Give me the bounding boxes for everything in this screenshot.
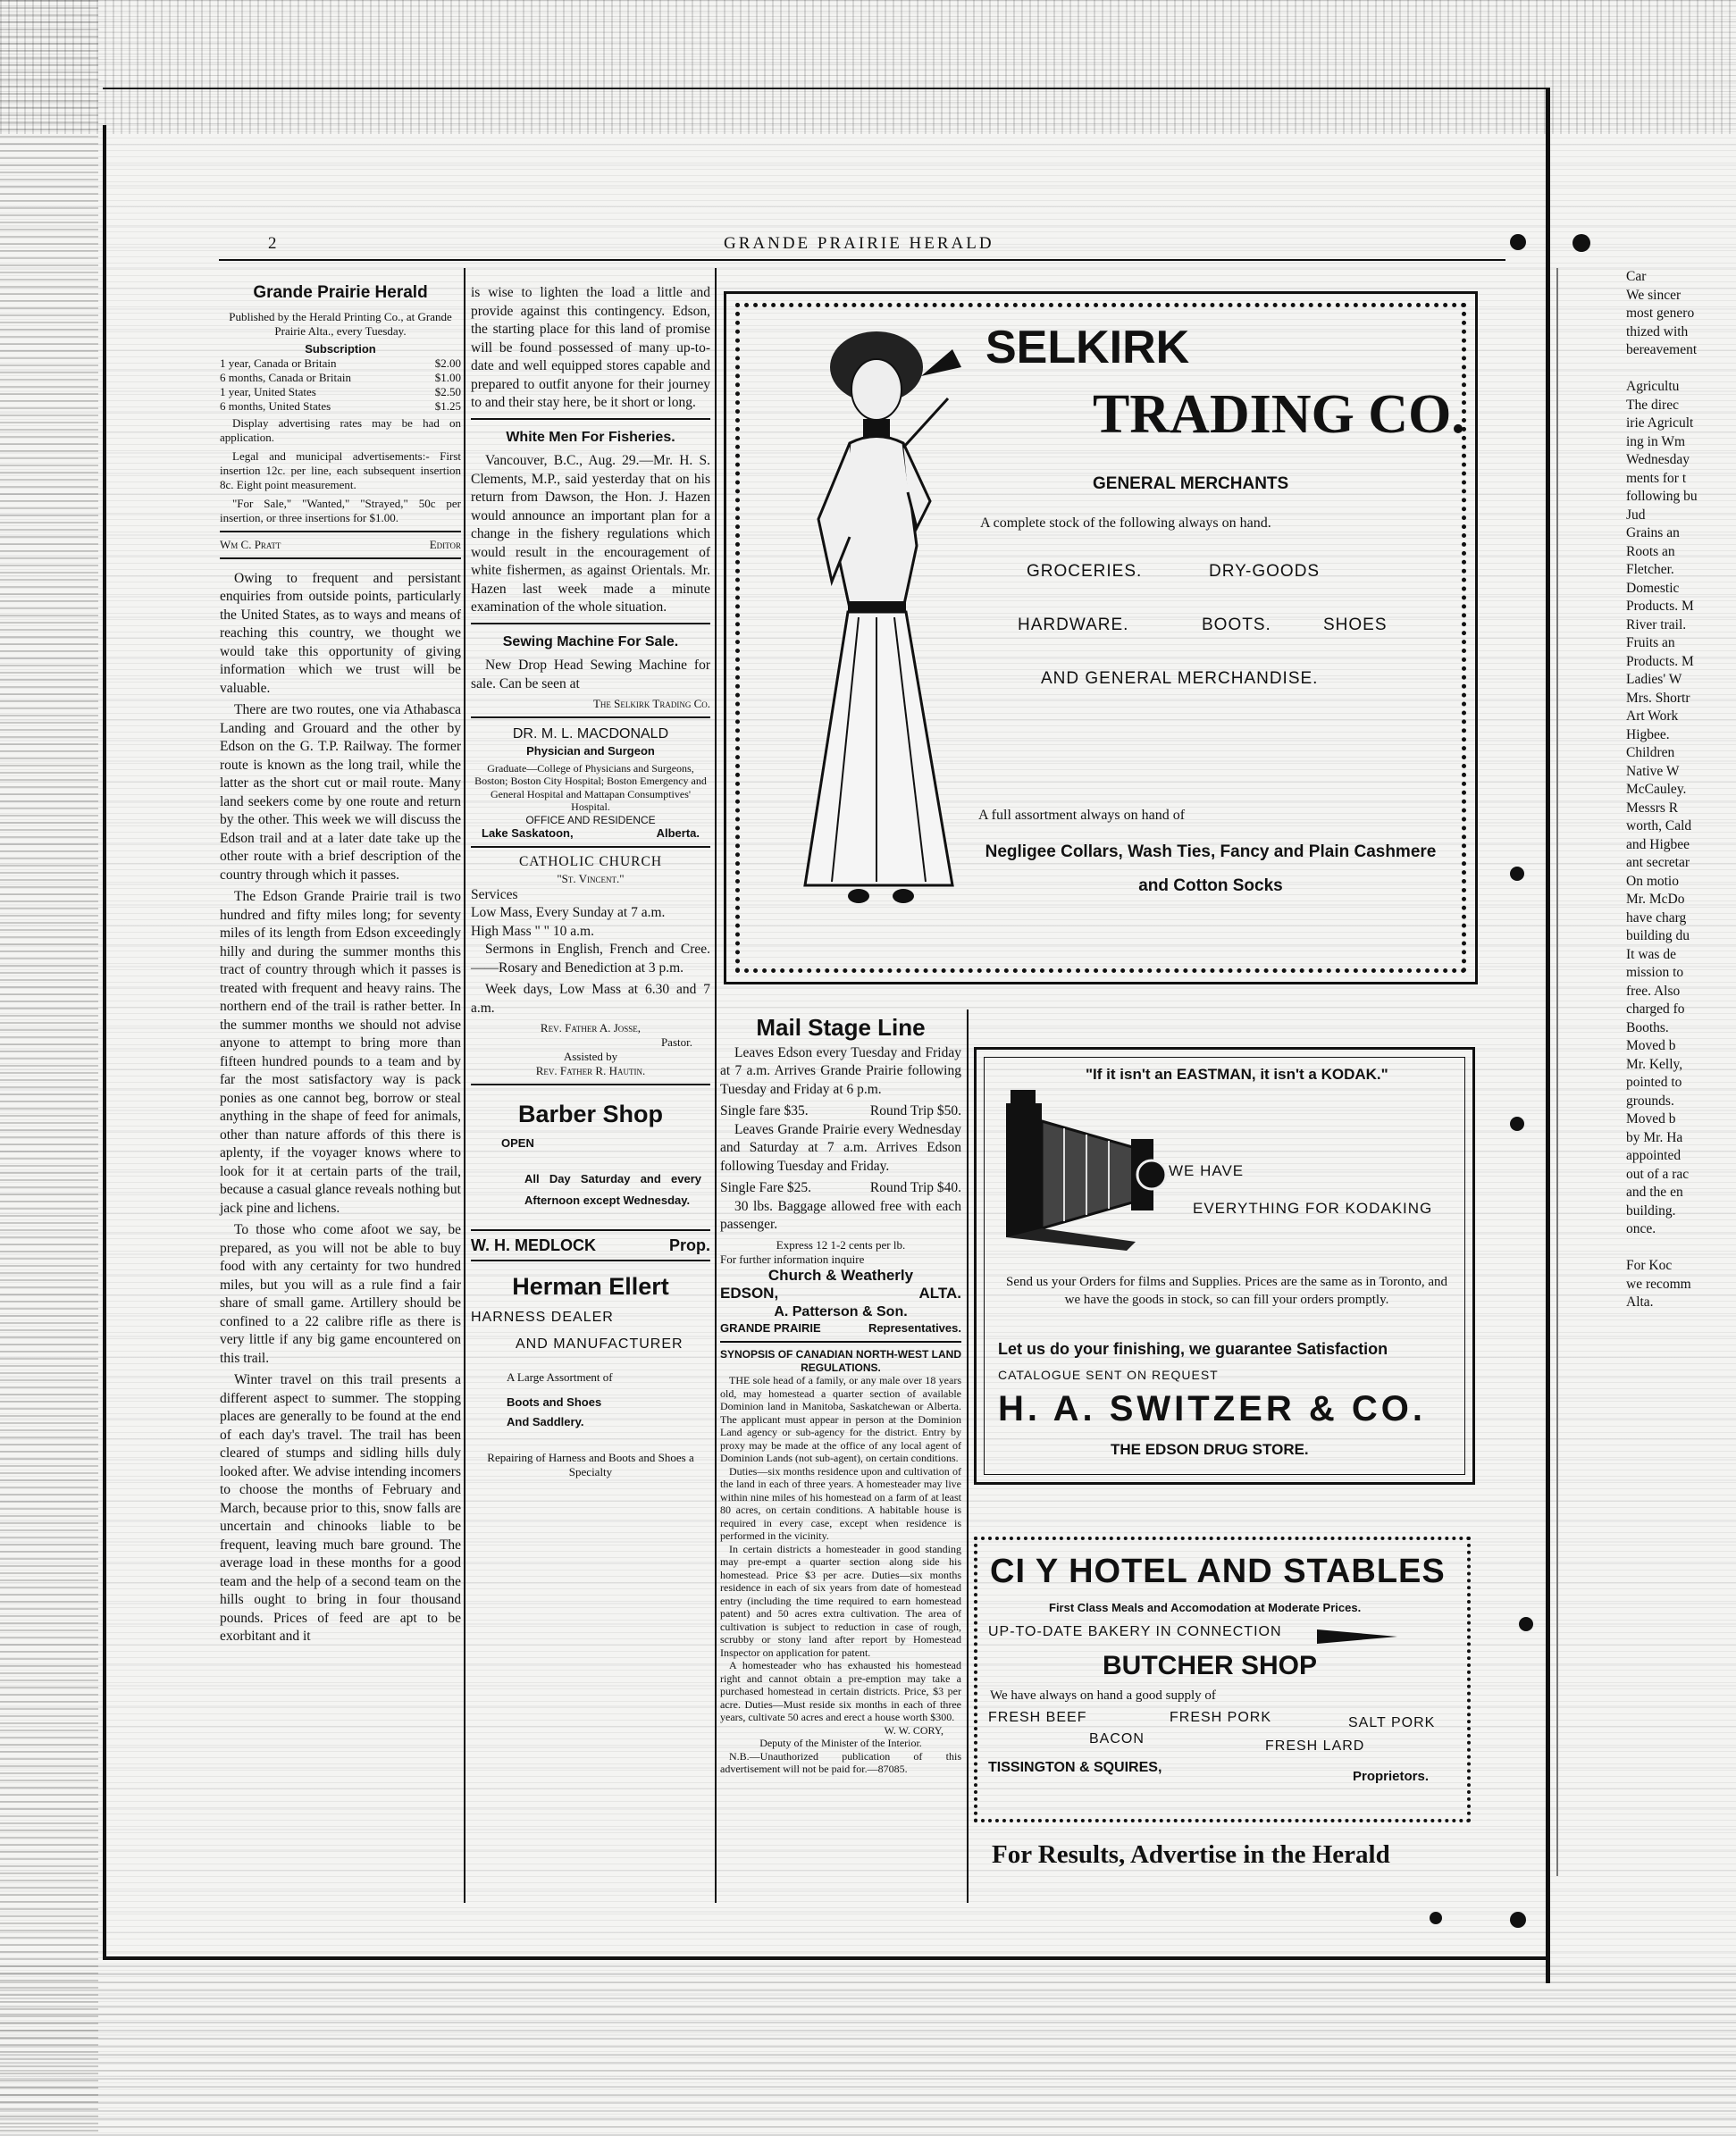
adjacent-page-line: thized with — [1626, 323, 1689, 339]
adjacent-page-line: charged fo — [1626, 1001, 1685, 1017]
butcher-item: FRESH PORK — [1170, 1710, 1272, 1725]
harness-line: Repairing of Harness and Boots and Shoes a Specialty — [487, 1450, 694, 1478]
sewing-headline: Sewing Machine For Sale. — [502, 633, 679, 649]
fisheries-story: Vancouver, B.C., Aug. 29.—Mr. H. S. Clements, M.P., said yesterday that on his return from Dawson, the Hon. J. Hazen would announce an important plan for a change in the fishery regulations which would result in the encouragement of white fishermen, as against Orientals. Mr. Hazen last week made a minute examination of the whole situation. — [471, 453, 710, 615]
editorial-paragraph: To those who come afoot we say, be prepared, as you will not be able to buy food with any certainty for two hundred miles, but you will as a rule find a fair share of small game. Artillery should be confined to a 22 calibre rifle as there is very little if any big game encountered on this trail. — [220, 1222, 461, 1366]
column-rule — [471, 1229, 710, 1231]
adjacent-page-line: We sincer — [1626, 287, 1681, 303]
adjacent-page-line: Grains an — [1626, 525, 1680, 540]
harness-line: HARNESS DEALER — [471, 1309, 614, 1325]
adjacent-page-line: mission to — [1626, 965, 1684, 980]
kodak-advertisement — [974, 1047, 1475, 1485]
fisheries-headline: White Men For Fisheries. — [506, 429, 675, 445]
masthead-name: Grande Prairie Herald — [253, 283, 428, 302]
ink-spot — [1572, 234, 1590, 252]
editorial-paragraph: Winter travel on this trail presents a different aspect to summer. The stopping places are generally to be found at the end of each day's travel. The trail has been cleared of stumps and sidling hills duly looked after. We advise intending incomers to choose the months of February and March, because prior to this, snow falls are uncertain and chinooks liable to be frequent, leaving much bare ground. The average load in these months for a good team and the help of a second team on the hills ought to bring in four thousand pounds. Prices of feed are apt to be exorbitant and it — [220, 1372, 461, 1644]
synopsis-notice: N.B.—Unauthorized publication of this advertisement will not be paid for.—87085. — [720, 1749, 961, 1775]
mail-schedule: Leaves Edson every Tuesday and Friday at 7 a.m. Arrives Grande Prairie following Tuesday and Friday at 6 p.m. — [720, 1044, 961, 1097]
hotel-proprietors: TISSINGTON & SQUIRES, — [988, 1760, 1162, 1775]
kodak-finishing: Let us do your finishing, we guarantee Satisfaction — [998, 1340, 1388, 1358]
adjacent-page-line: worth, Cald — [1626, 818, 1692, 833]
mail-fare: Single Fare $25. Round Trip $40. — [720, 1180, 961, 1195]
mail-location: EDSON, ALTA. — [720, 1285, 961, 1302]
rate-table — [220, 356, 461, 414]
church-assisted: Assisted by — [563, 1050, 618, 1063]
page-border-top — [103, 88, 1550, 89]
adjacent-page-line: once. — [1626, 1221, 1656, 1236]
selkirk-advertisement — [724, 291, 1478, 984]
doctor-location: Lake Saskatoon, Alberta. — [482, 826, 700, 840]
barber-headline: Barber Shop — [517, 1101, 664, 1127]
harness-name: Herman Ellert — [512, 1273, 669, 1300]
adjacent-page-line: and the en — [1626, 1185, 1683, 1200]
editorial-continuation: is wise to lighten the load a little and provide against this contingency. Edson, the starting place for this land of promise will be found possessed of many up-to-date and well equipped stores capable and prepared to outfit anyone for their journey to and their stay here, be it short or long. — [471, 285, 710, 410]
switzer-name: H. A. SWITZER & CO. — [998, 1389, 1426, 1428]
butcher-item: FRESH BEEF — [988, 1710, 1087, 1725]
adjacent-page-line: appointed — [1626, 1148, 1681, 1163]
doctor-title: Physician and Surgeon — [526, 743, 655, 758]
adjacent-page-line: Moved b — [1626, 1038, 1676, 1053]
selkirk-name-1: SELKIRK — [985, 322, 1190, 373]
harness-line: Boots and Shoes — [507, 1395, 602, 1409]
rate-row: 6 months, Canada or Britain $1.00 — [220, 370, 461, 384]
adjacent-page-line: The direc — [1626, 397, 1679, 413]
column-rule-1 — [464, 268, 465, 1903]
selkirk-goods: AND GENERAL MERCHANDISE. — [1041, 669, 1319, 688]
rate-row: 6 months, United States $1.25 — [220, 398, 461, 413]
mail-fare: Single fare $35. Round Trip $50. — [720, 1103, 961, 1118]
adjacent-page-line: Fletcher. — [1626, 562, 1674, 577]
column-rule — [471, 418, 710, 420]
church-pastor: Rev. Father A. Josse, — [540, 1021, 642, 1034]
page-border-bottom — [103, 1956, 1550, 1960]
page-border-left — [103, 125, 106, 1956]
barber-open: OPEN — [501, 1135, 534, 1150]
adjacent-page-line: irie Agricult — [1626, 415, 1694, 431]
column-2 — [471, 284, 710, 1479]
synopsis-paragraph: In certain districts a homesteader in good standing may pre-empt a quarter section along side his homestead. Price $3 per acre. Duties—six months residence in each of six years from date of homestead entry (including the time required to earn homestead patent) and 50 acres extra cultivation. The area of cultivation is subject to reduction in case of rough, scrubby or stony land after report by Homestead Inspector on application for patent. — [720, 1542, 961, 1659]
church-sermons: Sermons in English, French and Cree.——Rosary and Benediction at 3 p.m. — [471, 942, 710, 976]
mail-baggage: 30 lbs. Baggage allowed free with each passenger. — [720, 1198, 961, 1232]
selkirk-tagline: GENERAL MERCHANTS — [1093, 474, 1289, 493]
scan-noise-top — [0, 0, 1736, 134]
running-title: GRANDE PRAIRIE HERALD — [724, 234, 994, 253]
sewing-notice: New Drop Head Sewing Machine for sale. Can be seen at — [471, 658, 710, 691]
adjacent-page-line: Higbee. — [1626, 726, 1670, 742]
adjacent-page-line: Wednesday — [1626, 452, 1690, 467]
sewing-signature: The Selkirk Trading Co. — [592, 697, 710, 710]
synopsis-paragraph: THE sole head of a family, or any male over 18 years old, may homestead a quarter section of available Dominion land in Manitoba, Saskatchewan or Alberta. The applicant must appear in person at the Dominion Land agency or sub-agency for the district. Entry by proxy may be made at the office of any local agent of Dominion Lands (not sub-agent), on certain conditions. — [720, 1374, 961, 1464]
adjacent-page-line: McCauley. — [1626, 782, 1687, 797]
column-rule — [471, 1084, 710, 1085]
synopsis-paragraph: A homesteader who has exhausted his homestead right and cannot obtain a pre-emption may take a purchased homestead in certain districts. Price, $3 per acre. Duties—Must reside six months in each of three years, cultivate 50 acres and erect a house worth $300. — [720, 1659, 961, 1723]
adjacent-page-line: Moved b — [1626, 1111, 1676, 1127]
selkirk-assortment: A full assortment always on hand of — [978, 808, 1186, 823]
adjacent-page-line: River trail. — [1626, 616, 1687, 632]
woman-illustration — [769, 314, 988, 939]
page-number: 2 — [268, 234, 280, 253]
advertise-slogan: For Results, Advertise in the Herald — [992, 1840, 1390, 1869]
header-rule — [219, 259, 1505, 261]
hotel-proprietors-label: Proprietors. — [1353, 1769, 1430, 1784]
page-border-right — [1546, 89, 1550, 1983]
adjacent-page-line: Roots an — [1626, 543, 1675, 559]
adjacent-page-clip — [1626, 268, 1736, 1697]
adjacent-page-line: ments for t — [1626, 470, 1687, 486]
column-1 — [220, 284, 461, 1650]
column-3 — [720, 1014, 961, 1776]
kodak-everything: EVERYTHING FOR KODAKING — [1193, 1200, 1433, 1217]
adjacent-page-line: Domestic — [1626, 580, 1680, 596]
hotel-title: CI Y HOTEL AND STABLES — [990, 1553, 1446, 1590]
kodak-slogan: "If it isn't an EASTMAN, it isn't a KODAK." — [1086, 1066, 1388, 1083]
ink-spot — [1510, 1117, 1524, 1131]
adjacent-page-line: out of a rac — [1626, 1166, 1690, 1182]
adjacent-page-line: building du — [1626, 928, 1690, 943]
adjacent-page-line: ant secretar — [1626, 855, 1690, 870]
mail-representatives: GRANDE PRAIRIE Representatives. — [720, 1321, 961, 1335]
adjacent-page-line: most genero — [1626, 306, 1695, 321]
selkirk-goods: HARDWARE. — [1018, 616, 1129, 634]
running-head — [268, 234, 1492, 255]
church-weekdays: Week days, Low Mass at 6.30 and 7 a.m. — [471, 982, 710, 1016]
doctor-name: DR. M. L. MACDONALD — [512, 726, 669, 741]
ink-spot — [1519, 1617, 1533, 1631]
doctor-credentials: Graduate—College of Physicians and Surgeons, Boston; Boston City Hospital; Boston Emergency and General Hospital and Mattapan Consumptives' Hospital. — [474, 761, 707, 813]
column-rule — [471, 623, 710, 624]
mail-firm: Church & Weatherly — [767, 1266, 914, 1284]
editor-line: Wm C. Pratt Editor — [220, 537, 461, 551]
legal-rates: Legal and municipal advertisements:- First insertion 12c. per line, each subsequent insertion 8c. Eight point measurement. — [220, 448, 461, 491]
hotel-bakery: UP-TO-DATE BAKERY IN CONNECTION — [988, 1624, 1282, 1639]
adjacent-page-line: On motio — [1626, 873, 1679, 889]
editorial-paragraph: Owing to frequent and persistant enquiries from outside points, particularly the United States, as to ways and means of reaching this country, we thought we would take this opportunity of giving information which we trust will be valuable. — [220, 570, 461, 696]
harness-line: And Saddlery. — [507, 1414, 584, 1428]
drug-store-name: THE EDSON DRUG STORE. — [1111, 1441, 1309, 1458]
mail-info: For further information inquire — [720, 1252, 865, 1266]
adjacent-page-line: Alta. — [1626, 1294, 1654, 1310]
barber-proprietor: W. H. MEDLOCK Prop. — [471, 1236, 710, 1254]
adjacent-page-line: Children — [1626, 745, 1675, 760]
selkirk-goods: BOOTS. — [1202, 616, 1271, 634]
harness-line: AND MANUFACTURER — [516, 1336, 683, 1352]
rate-row: 1 year, United States $2.50 — [220, 384, 461, 398]
butcher-shop-title: BUTCHER SHOP — [1103, 1651, 1318, 1680]
doctor-office: OFFICE AND RESIDENCE — [525, 813, 656, 826]
adjacent-page-line: free. Also — [1626, 983, 1681, 999]
pointer-arrow-icon — [1317, 1629, 1397, 1644]
adjacent-page-line: Messrs R — [1626, 800, 1679, 816]
mail-schedule: Leaves Grande Prairie every Wednesday and Saturday at 7 a.m. Arrives Edson following Tuesday and Friday. — [720, 1121, 961, 1174]
selkirk-specials: Negligee Collars, Wash Ties, Fancy and Plain Cashmere and Cotton Socks — [985, 842, 1437, 895]
adjacent-page-line: Products. M — [1626, 599, 1694, 614]
kodak-orders: Send us your Orders for films and Supplies. Prices are the same as in Toronto, and we have the goods in stock, so can fill your orders promptly. — [1006, 1275, 1447, 1307]
city-hotel-advertisement — [974, 1537, 1471, 1822]
selkirk-name-2: TRADING CO. — [1093, 384, 1465, 445]
adjacent-page-gutter — [1556, 268, 1558, 1876]
adjacent-page-line: Ladies' W — [1626, 672, 1682, 687]
kodak-catalogue: CATALOGUE SENT ON REQUEST — [998, 1368, 1219, 1382]
synopsis-paragraph: Duties—six months residence upon and cultivation of the land in each of three years. A homesteader may live within nine miles of his homestead on a farm of at least 80 acres, on certain conditions. A habitable house is required in every case, except when residence is performed in the vicinity. — [720, 1464, 961, 1542]
synopsis-headline: SYNOPSIS OF CANADIAN NORTH-WEST LAND REGULATIONS. — [720, 1348, 961, 1374]
ink-spot — [1510, 867, 1524, 881]
subscription-head: Subscription — [305, 341, 376, 356]
adjacent-page-line: bereavement — [1626, 342, 1698, 357]
adjacent-page-line: by Mr. Ha — [1626, 1129, 1683, 1145]
selkirk-goods: GROCERIES. — [1027, 562, 1143, 581]
butcher-item: SALT PORK — [1348, 1715, 1436, 1730]
scan-noise-bottom — [0, 1965, 1736, 2136]
ink-spot — [1430, 1912, 1442, 1924]
adjacent-page-line: pointed to — [1626, 1075, 1682, 1090]
scan-noise-left — [0, 0, 98, 2136]
column-rule — [471, 1260, 710, 1261]
adjacent-page-line: building. — [1626, 1202, 1676, 1219]
masthead-rule — [220, 557, 461, 559]
adjacent-page-line: Native W — [1626, 763, 1680, 779]
church-sub: "St. Vincent." — [557, 871, 625, 885]
editorial-paragraph: There are two routes, one via Athabasca Landing and Grouard and the other by Edson on the G. T.P. Railway. The former route is known as the long trail, while the latter as the short cut or mail route. Many land seekers come by one route and return by the other. This week we will discuss the Edson trail and at a later date take up the other route with a brief description of the country through which it passes. — [220, 702, 461, 883]
synopsis-signature: W. W. CORY, — [884, 1723, 943, 1737]
adjacent-page-line: Agricultu — [1626, 379, 1680, 394]
column-rule — [720, 1341, 961, 1343]
adjacent-page-line: following bu — [1626, 489, 1698, 504]
column-rule-2 — [715, 268, 717, 1903]
church-low-mass: Low Mass, Every Sunday at 7 a.m. — [471, 905, 666, 920]
church-assistant: Rev. Father R. Hautin. — [535, 1064, 646, 1077]
forsale-rates: "For Sale," "Wanted," "Strayed," 50c per insertion, or three insertions for $1.00. — [220, 496, 461, 524]
column-rule — [471, 716, 710, 718]
harness-line: A Large Assortment of — [507, 1370, 613, 1384]
adjacent-page-line: Booths. — [1626, 1019, 1669, 1035]
adjacent-page-line: and Higbee — [1626, 836, 1690, 852]
barber-hours: All Day Saturday and every Afternoon except Wednesday. — [524, 1171, 701, 1207]
mail-stage-headline: Mail Stage Line — [756, 1014, 926, 1041]
butcher-supply: We have always on hand a good supply of — [990, 1688, 1216, 1703]
kodak-wehave: WE HAVE — [1169, 1162, 1245, 1179]
mail-express: Express 12 1-2 cents per lb. — [776, 1237, 906, 1252]
masthead-publisher: Published by the Herald Printing Co., at Grande Prairie Alta., every Tuesday. — [229, 309, 452, 338]
adjacent-page-line: Mr. Kelly, — [1626, 1056, 1683, 1072]
church-pastor-title: Pastor. — [660, 1035, 692, 1049]
ink-spot — [1510, 1912, 1526, 1928]
adjacent-page-line: Fruits an — [1626, 635, 1675, 650]
camera-icon — [1002, 1085, 1171, 1260]
display-rates: Display advertising rates may be had on application. — [220, 415, 461, 444]
synopsis-signature-title: Deputy of the Minister of the Interior. — [759, 1737, 922, 1749]
church-high-mass: High Mass " " 10 a.m. — [471, 923, 594, 939]
masthead-rule — [220, 531, 461, 532]
adjacent-page-line: we recomm — [1626, 1276, 1691, 1292]
column-rule-3 — [967, 1009, 969, 1903]
church-services: Services — [471, 886, 518, 902]
ink-spot — [1510, 234, 1526, 250]
butcher-item: BACON — [1089, 1731, 1145, 1746]
adjacent-page-line: Mr. McDo — [1626, 892, 1685, 907]
adjacent-page-line: Car — [1626, 269, 1647, 284]
adjacent-page-line: Art Work — [1626, 708, 1679, 724]
adjacent-page-line — [1626, 1239, 1736, 1258]
butcher-item: FRESH LARD — [1265, 1738, 1365, 1754]
adjacent-page-line: For Koc — [1626, 1258, 1673, 1273]
adjacent-page-line: Products. M — [1626, 653, 1694, 669]
mail-agent: A. Patterson & Son. — [774, 1303, 908, 1319]
adjacent-page-line: Mrs. Shortr — [1626, 690, 1690, 706]
adjacent-page-line: It was de — [1626, 946, 1676, 962]
church-head: CATHOLIC CHURCH — [518, 854, 663, 869]
adjacent-page-line: grounds. — [1626, 1093, 1674, 1109]
adjacent-page-line: Jud — [1626, 507, 1646, 523]
selkirk-goods: SHOES — [1323, 616, 1388, 634]
selkirk-goods: DRY-GOODS — [1209, 562, 1321, 581]
selkirk-stock: A complete stock of the following always on hand. — [980, 515, 1271, 531]
editorial-paragraph: The Edson Grande Prairie trail is two hundred and fifty miles long; for seventy miles of its length from Edson exceedingly hilly and during the summer months this tract of country through which it passes is treated with frequent and heavy rains. The northern end of the trail is rather better. In the summer months we should not advise anyone to attempt to bring more than fifteen hundred pounds to a team and by far the most satisfactory way is pack ponies as one cannot beg, borrow or steal anything in the shape of feed for animals, other than nature affords of this there is aplenty, if the voyager knows where to look for it at certain parts of the trail, because a casual glance reveals nothing but jack pine and lichens. — [220, 889, 461, 1216]
column-rule — [471, 846, 710, 848]
adjacent-page-line: have charg — [1626, 909, 1687, 926]
rate-row: 1 year, Canada or Britain $2.00 — [220, 356, 461, 370]
adjacent-page-line — [1626, 360, 1736, 379]
adjacent-page-line: ing in Wm — [1626, 433, 1686, 449]
hotel-meals: First Class Meals and Accomodation at Moderate Prices. — [1049, 1601, 1362, 1614]
